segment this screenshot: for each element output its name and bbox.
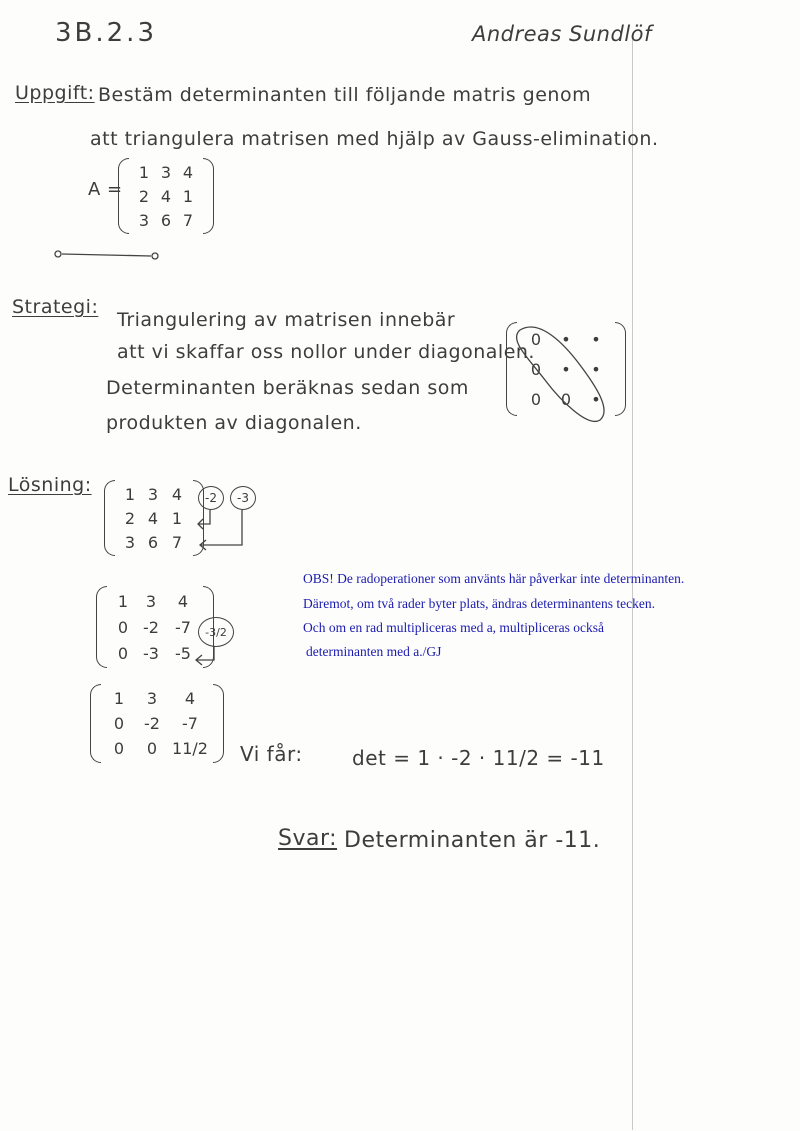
- matrix-cell: 1: [138, 162, 150, 182]
- matrix-cell: 3: [145, 591, 157, 611]
- matrix-cell: 0: [113, 739, 125, 758]
- matrix-cell: 0: [530, 329, 542, 349]
- matrix-cell: •: [561, 329, 571, 349]
- matrix-cell: •: [591, 359, 601, 379]
- matrix-cell: •: [591, 389, 601, 409]
- diagonal-loop: [517, 327, 605, 421]
- matrix-cell: 4: [177, 591, 189, 611]
- matrix-cell: -5: [175, 643, 191, 663]
- matrix-cell: 4: [160, 186, 172, 206]
- determinant-expression: det = 1 · -2 · 11/2 = -11: [352, 746, 605, 770]
- matrix-cell: •: [591, 329, 601, 349]
- matrix-cell: 1: [117, 591, 129, 611]
- factor-circle-2: -3: [230, 486, 256, 510]
- matrix-cell: 3: [147, 484, 159, 504]
- svar-label: Svar:: [278, 826, 338, 851]
- matrix-cell: 0: [530, 359, 542, 379]
- losning-label: Lösning:: [8, 474, 92, 496]
- uppgift-label: Uppgift:: [15, 82, 95, 104]
- matrix-cell: 0: [146, 739, 158, 758]
- matrix-cell: -2: [144, 714, 160, 733]
- matrix-cell: 3: [138, 210, 150, 230]
- problem-code: 3B.2.3: [55, 18, 157, 48]
- author-name: Andreas Sundlöf: [472, 22, 652, 46]
- matrix-cell: 3: [146, 689, 158, 708]
- matrix-cell: 2: [138, 186, 150, 206]
- matrix-cell: -7: [182, 714, 198, 733]
- matrix-cell: 7: [171, 532, 183, 552]
- matrix-cell: -3: [143, 643, 159, 663]
- matrix-cell: 6: [160, 210, 172, 230]
- matrix-cell: 1: [171, 508, 183, 528]
- svar-text: Determinanten är -11.: [344, 828, 601, 853]
- matrix-a-label: A =: [88, 179, 123, 200]
- matrix-cell: 4: [171, 484, 183, 504]
- matrix-cell: 1: [124, 484, 136, 504]
- strategi-line-1: Triangulering av matrisen innebär: [117, 309, 456, 331]
- matrix-cell: 4: [147, 508, 159, 528]
- matrix-cell: 1: [113, 689, 125, 708]
- matrix-cell: 0: [560, 389, 572, 409]
- obs-line-1: OBS! De radoperationer som använts här påverkar inte determinanten.: [303, 571, 685, 586]
- matrix-cell: 6: [147, 532, 159, 552]
- obs-line-3: Och om en rad multipliceras med a, multipliceras också: [303, 620, 605, 635]
- uppgift-line-1: Bestäm determinanten till följande matris genom: [98, 84, 592, 106]
- matrix-cell: 0: [117, 643, 129, 663]
- obs-line-4: determinanten med a./GJ: [306, 644, 442, 659]
- separator-line: [62, 254, 151, 256]
- uppgift-line-2: att triangulera matrisen med hjälp av Gauss-elimination.: [90, 128, 659, 150]
- factor-circle-3: -3/2: [198, 617, 234, 647]
- strategi-label: Strategi:: [12, 296, 99, 318]
- matrix-cell: 7: [182, 210, 194, 230]
- vi-far-label: Vi får:: [240, 742, 303, 766]
- matrix-cell: 1: [182, 186, 194, 206]
- arrow-row-3: [200, 510, 242, 545]
- matrix-cell: 2: [124, 508, 136, 528]
- matrix-cell: -2: [143, 617, 159, 637]
- separator-end-right: [152, 253, 158, 259]
- matrix-cell: 3: [124, 532, 136, 552]
- obs-line-2: Däremot, om två rader byter plats, ändras determinantens tecken.: [303, 596, 655, 611]
- matrix-cell: 0: [530, 389, 542, 409]
- strategi-line-2: att vi skaffar oss nollor under diagonalen.: [117, 341, 535, 363]
- strategi-line-4: produkten av diagonalen.: [106, 412, 362, 434]
- factor-circle-1: -2: [198, 486, 224, 510]
- matrix-cell: 0: [117, 617, 129, 637]
- matrix-cell: •: [561, 359, 571, 379]
- matrix-cell: 4: [184, 689, 196, 708]
- matrix-cell: 3: [160, 162, 172, 182]
- matrix-cell: 4: [182, 162, 194, 182]
- separator-end-left: [55, 251, 61, 257]
- strategi-line-3: Determinanten beräknas sedan som: [106, 377, 469, 399]
- matrix-cell: 0: [113, 714, 125, 733]
- matrix-cell: -7: [175, 617, 191, 637]
- matrix-cell: 11/2: [172, 739, 208, 758]
